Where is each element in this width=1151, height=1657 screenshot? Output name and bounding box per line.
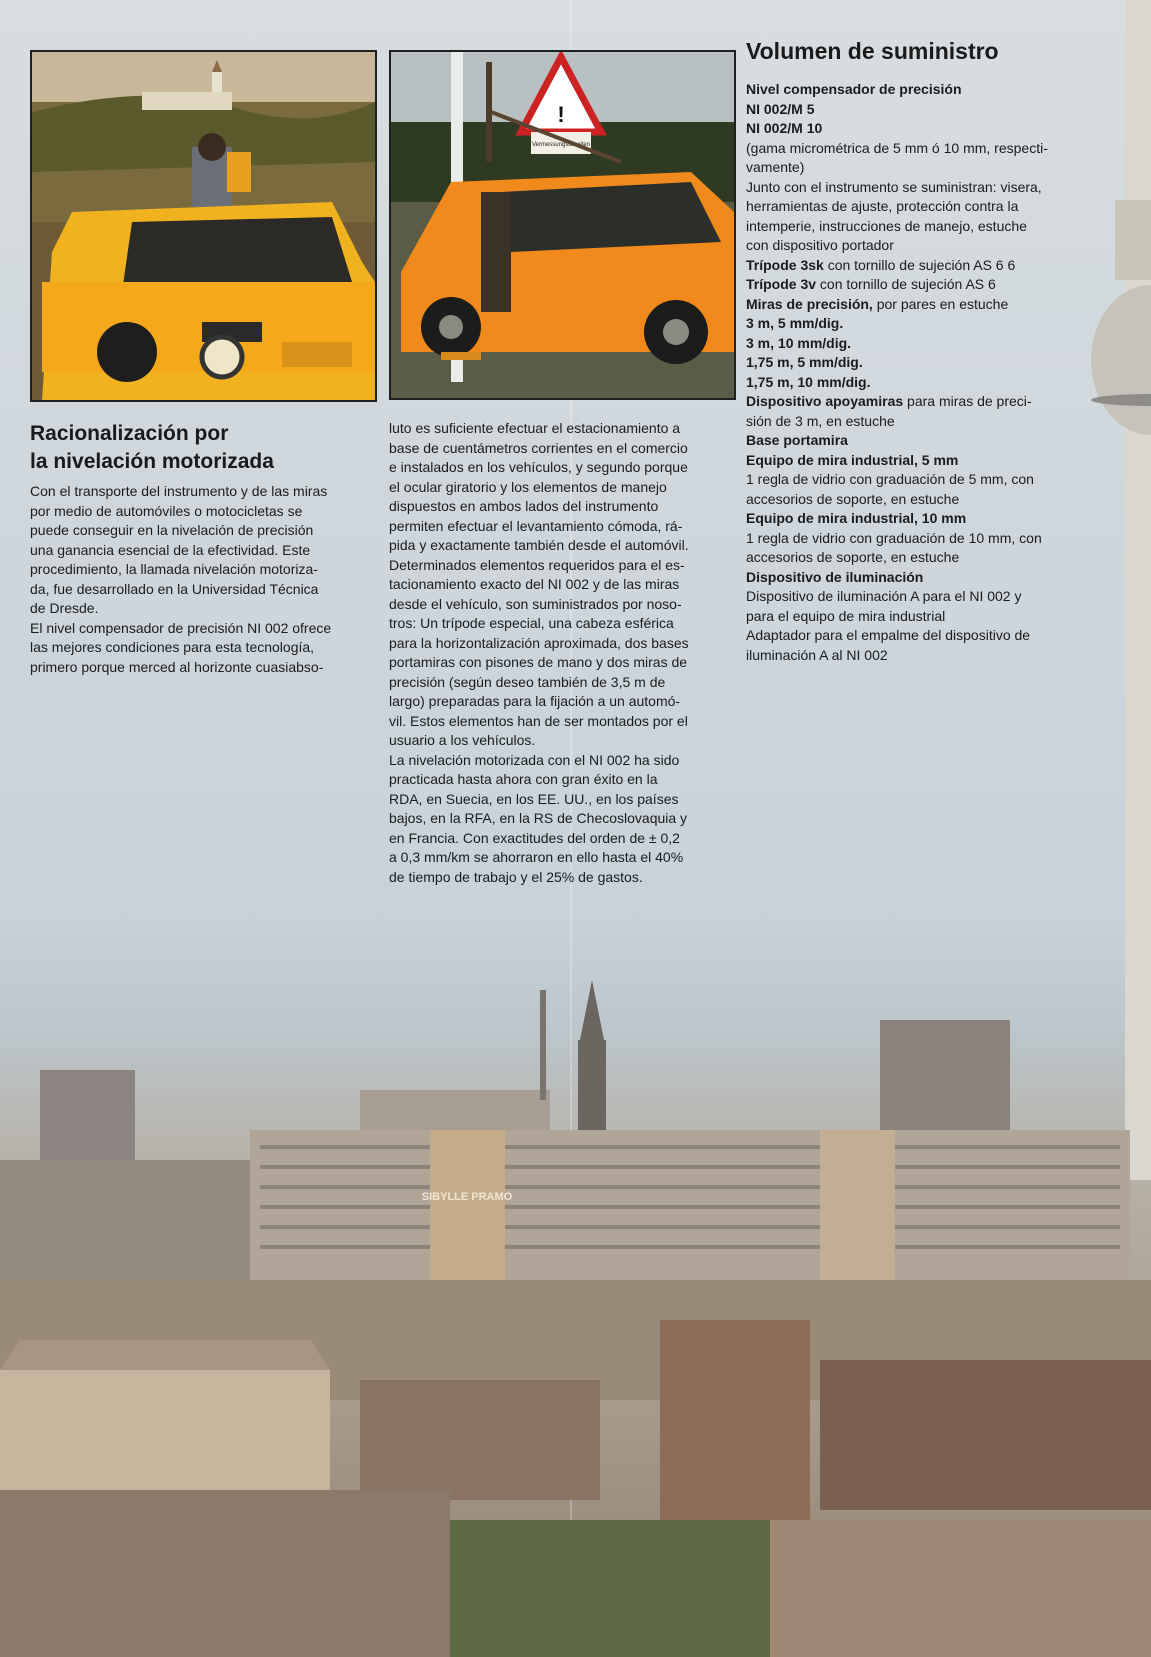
paragraph-line: de Dresde. bbox=[30, 600, 99, 616]
supply-item-title: Trípode 3sk bbox=[746, 256, 824, 273]
heading-line-1: Racionalización por bbox=[30, 422, 229, 445]
paragraph-line: base de cuentámetros corrientes en el comercio bbox=[389, 439, 688, 456]
supply-item-text: iluminación A al NI 002 bbox=[746, 646, 888, 663]
supply-list-item bbox=[746, 197, 1086, 217]
supply-item-text: Adaptador para el empalme del dispositivo de bbox=[746, 627, 1031, 643]
supply-list-item bbox=[746, 431, 1086, 451]
paragraph-line: RDA, en Suecia, en los EE. UU., en los países bbox=[389, 790, 679, 807]
supply-item-text: (gama micrométrica de 5 mm ó 10 mm, respecti- bbox=[746, 139, 1048, 156]
paragraph-line: portamiras con pisones de mano y dos miras de bbox=[389, 654, 688, 670]
supply-list-item bbox=[746, 353, 1086, 373]
supply-item-title: NI 002/M 10 bbox=[746, 120, 823, 136]
paragraph-line: usuario a los vehículos. bbox=[389, 732, 536, 748]
supply-list-item bbox=[746, 646, 1086, 666]
supply-list-item bbox=[746, 626, 1086, 646]
supply-list-item bbox=[746, 236, 1086, 256]
paragraph-line: La nivelación motorizada con el NI 002 ha sido bbox=[389, 751, 680, 768]
supply-item-text: con tornillo de sujeción AS 6 bbox=[816, 276, 996, 292]
paragraph-line: Determinados elementos requeridos para el es- bbox=[389, 556, 685, 573]
supply-item-text: intemperie, instrucciones de manejo, estuche bbox=[746, 217, 1027, 234]
supply-item-title: NI 002/M 5 bbox=[746, 100, 815, 117]
heading-volumen: Volumen de suministro bbox=[746, 38, 999, 64]
supply-list-item bbox=[746, 509, 1086, 529]
supply-list-item bbox=[746, 451, 1086, 471]
middle-column-text bbox=[389, 419, 734, 887]
supply-item-title: Dispositivo de iluminación bbox=[746, 568, 924, 585]
paragraph-line: de tiempo de trabajo y el 25% de gastos. bbox=[389, 868, 643, 885]
paragraph-line: a 0,3 mm/km se ahorraron en ello hasta el 40% bbox=[389, 849, 684, 865]
heading-racionalizacion bbox=[30, 420, 360, 476]
supply-list-item bbox=[746, 80, 1086, 100]
supply-list-item bbox=[746, 314, 1086, 334]
paragraph-line: una ganancia esencial de la efectividad. Este bbox=[30, 541, 311, 558]
supply-list-item bbox=[746, 178, 1086, 198]
paragraph-line: procedimiento, la llamada nivelación motoriza- bbox=[30, 561, 318, 577]
supply-item-text: para el equipo de mira industrial bbox=[746, 607, 946, 624]
photo-trabant-with-rod bbox=[389, 50, 736, 400]
supply-item-text: Dispositivo de iluminación A para el NI 002 y bbox=[746, 588, 1022, 604]
supply-item-title: 1,75 m, 5 mm/dig. bbox=[746, 354, 863, 370]
supply-list-item bbox=[746, 275, 1086, 295]
paragraph-line: e instalados en los vehículos, y segundo porque bbox=[389, 459, 688, 475]
supply-list-item bbox=[746, 217, 1086, 237]
supply-list-item bbox=[746, 373, 1086, 393]
supply-item-title: 1,75 m, 10 mm/dig. bbox=[746, 373, 871, 390]
supply-item-text: para miras de preci- bbox=[903, 393, 1032, 409]
paragraph-line: bajos, en la RFA, en la RS de Checoslovaquia y bbox=[389, 810, 688, 826]
heading-line-2: la nivelación motorizada bbox=[30, 450, 274, 473]
paragraph-line: vil. Estos elementos han de ser montados por el bbox=[389, 712, 688, 729]
supply-list-item bbox=[746, 392, 1086, 412]
supply-item-text: sión de 3 m, en estuche bbox=[746, 412, 895, 429]
city-skyline-photo bbox=[0, 980, 1151, 1657]
supply-list-item bbox=[746, 470, 1086, 490]
paragraph-line: las mejores condiciones para esta tecnología, bbox=[30, 639, 315, 655]
supply-item-title: Dispositivo apoyamiras bbox=[746, 393, 904, 409]
paragraph-line: practicada hasta ahora con gran éxito en la bbox=[389, 771, 658, 787]
paragraph-line: tacionamiento exacto del NI 002 y de las miras bbox=[389, 576, 680, 592]
supply-list-item bbox=[746, 412, 1086, 432]
paragraph-line: Con el transporte del instrumento y de las miras bbox=[30, 483, 328, 499]
paragraph-line: largo) preparadas para la fijación a un automó- bbox=[389, 693, 681, 709]
supply-list-item bbox=[746, 607, 1086, 627]
supply-list-item bbox=[746, 334, 1086, 354]
supply-list-item bbox=[746, 490, 1086, 510]
paragraph-line: El nivel compensador de precisión NI 002 ofrece bbox=[30, 619, 332, 636]
paragraph-line: primero porque merced al horizonte cuasiabso- bbox=[30, 658, 324, 675]
supply-list-item bbox=[746, 119, 1086, 139]
sign-text: Vermessungsarbeiten bbox=[531, 142, 591, 148]
supply-item-title: Nivel compensador de precisión bbox=[746, 81, 962, 97]
supply-list-item bbox=[746, 295, 1086, 315]
supply-list-item bbox=[746, 587, 1086, 607]
paragraph-line: en Francia. Con exactitudes del orden de ± 0,2 bbox=[389, 829, 680, 846]
supply-item-text: vamente) bbox=[746, 159, 805, 175]
supply-item-title: Trípode 3v bbox=[746, 276, 817, 292]
paragraph-line: permiten efectuar el levantamiento cómoda, rá- bbox=[389, 517, 683, 534]
supply-list-item bbox=[746, 256, 1086, 276]
billboard-text: SIBYLLE PRAMO bbox=[421, 1191, 513, 1203]
supply-item-text: 1 regla de vidrio con graduación de 5 mm, con bbox=[746, 471, 1034, 487]
svg-text:!: ! bbox=[557, 102, 565, 127]
supply-item-title: Equipo de mira industrial, 10 mm bbox=[746, 510, 967, 526]
photo-surveyor-on-jeep bbox=[30, 50, 377, 402]
left-column-text bbox=[30, 482, 380, 677]
supply-list-item bbox=[746, 529, 1086, 549]
paragraph-line: puede conseguir en la nivelación de precisión bbox=[30, 522, 314, 538]
supply-item-text: 1 regla de vidrio con graduación de 10 mm, con bbox=[746, 529, 1042, 546]
paragraph-line: tros: Un trípode especial, una cabeza esférica bbox=[389, 615, 674, 631]
paragraph-line: luto es suficiente efectuar el estacionamiento a bbox=[389, 420, 681, 436]
paragraph-line: dispuestos en ambos lados del instrumento bbox=[389, 498, 659, 514]
paragraph-line: desde el vehículo, son suministrados por noso- bbox=[389, 595, 682, 612]
supply-item-title: 3 m, 10 mm/dig. bbox=[746, 334, 852, 351]
supply-item-text: Junto con el instrumento se suministran: visera, bbox=[746, 178, 1042, 195]
paragraph-line: pida y exactamente también desde el automóvil. bbox=[389, 537, 689, 553]
supply-list-item bbox=[746, 568, 1086, 588]
paragraph-line: por medio de automóviles o motocicletas se bbox=[30, 502, 303, 519]
supply-item-text: herramientas de ajuste, protección contra la bbox=[746, 198, 1019, 214]
supply-item-title: Base portamira bbox=[746, 432, 848, 448]
supply-item-text: accesorios de soporte, en estuche bbox=[746, 549, 960, 565]
supply-item-text: con dispositivo portador bbox=[746, 237, 894, 253]
supply-list-item bbox=[746, 100, 1086, 120]
supply-item-title: Miras de precisión, bbox=[746, 295, 873, 312]
supply-item-text: con tornillo de sujeción AS 6 6 bbox=[823, 256, 1016, 273]
supply-list-item bbox=[746, 548, 1086, 568]
supply-item-text: accesorios de soporte, en estuche bbox=[746, 490, 960, 507]
paragraph-line: precisión (según deseo también de 3,5 m de bbox=[389, 673, 666, 690]
right-column-list bbox=[746, 80, 1086, 665]
paragraph-line: da, fue desarrollado en la Universidad Técnica bbox=[30, 580, 319, 597]
paragraph-line: para la horizontalización aproximada, dos bases bbox=[389, 634, 689, 651]
supply-item-title: 3 m, 5 mm/dig. bbox=[746, 315, 844, 331]
supply-list-item bbox=[746, 158, 1086, 178]
supply-list-item bbox=[746, 139, 1086, 159]
supply-item-text: por pares en estuche bbox=[872, 295, 1009, 312]
supply-item-title: Equipo de mira industrial, 5 mm bbox=[746, 451, 959, 468]
paragraph-line: el ocular giratorio y los elementos de manejo bbox=[389, 478, 667, 495]
